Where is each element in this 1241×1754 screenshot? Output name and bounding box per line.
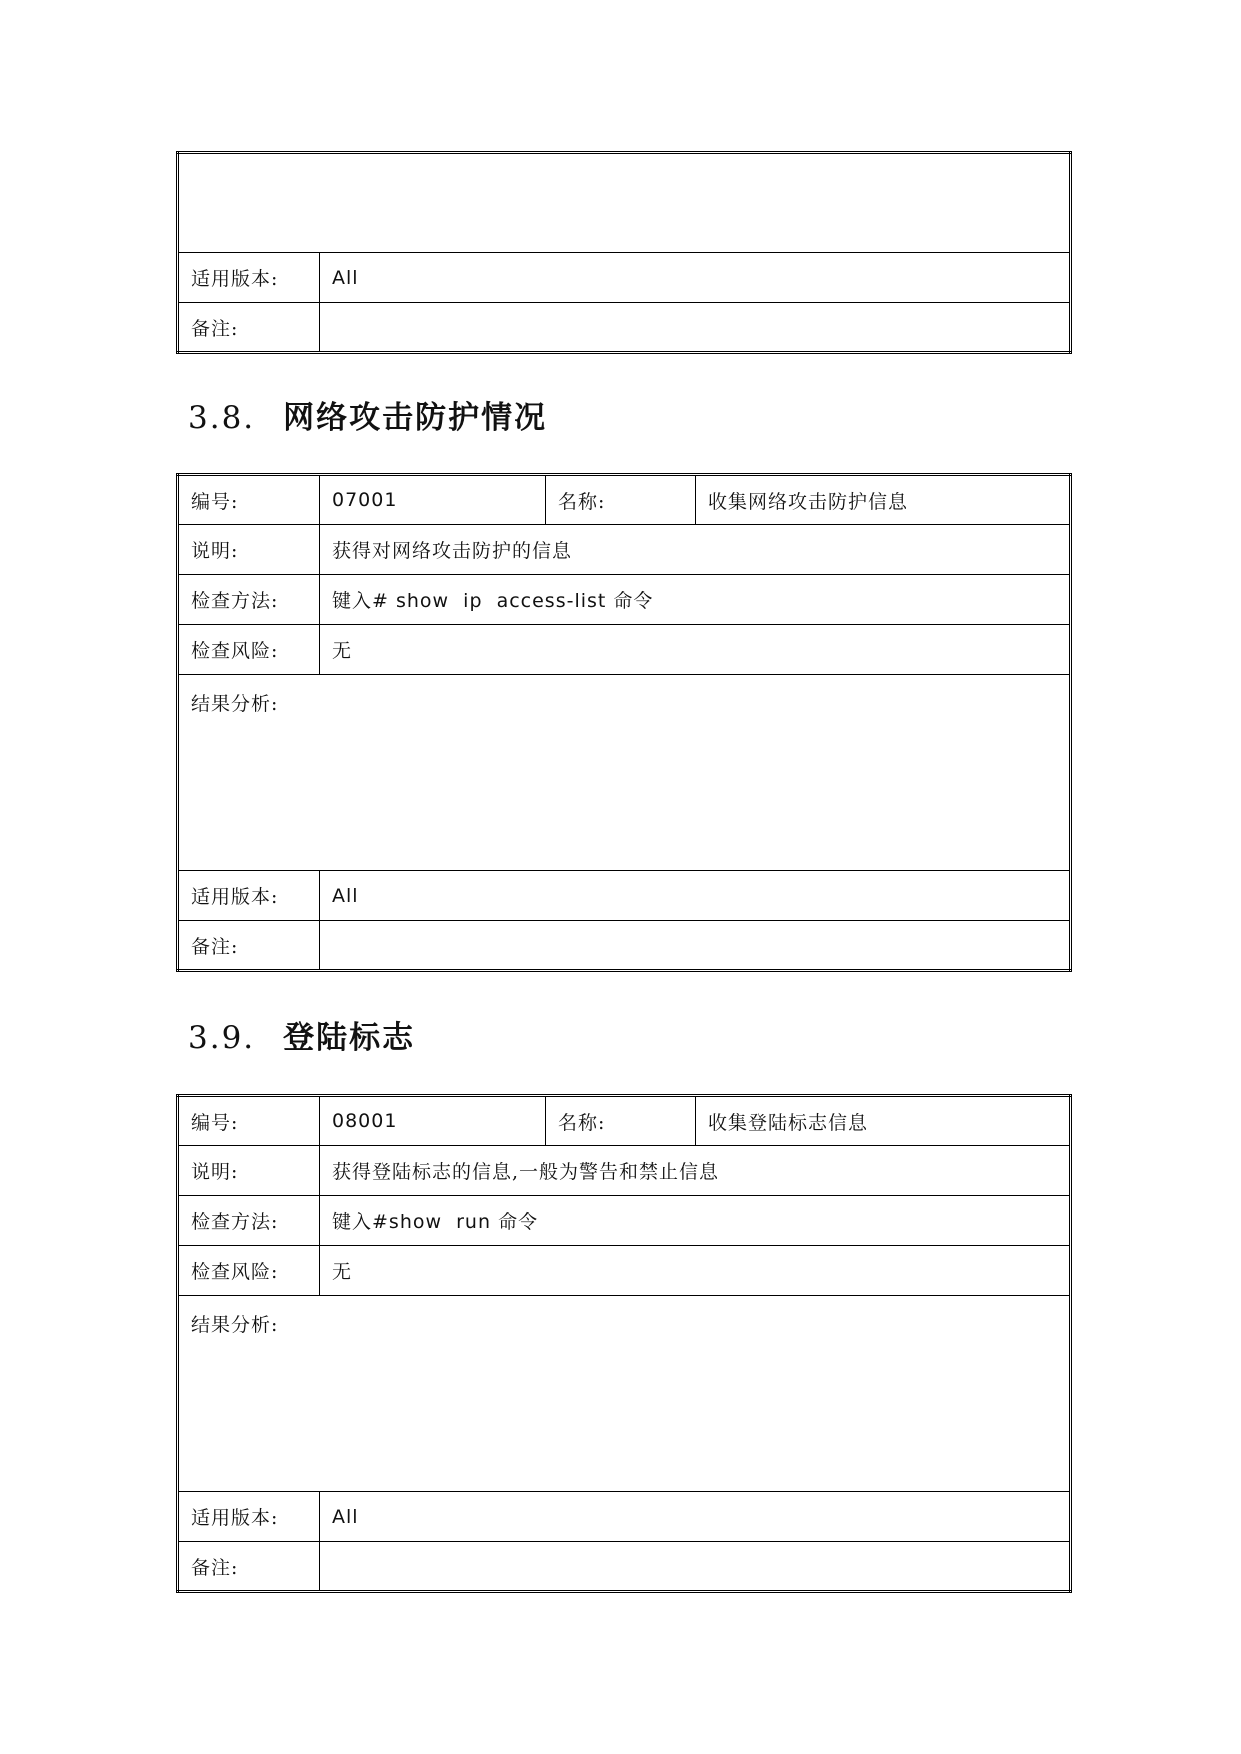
- method-label: 检查方法:: [178, 1196, 320, 1246]
- check-table-08001: [176, 1094, 1072, 1593]
- version-label: 适用版本:: [178, 253, 320, 303]
- note-value: [320, 303, 1071, 353]
- desc-value: 获得对网络攻击防护的信息: [320, 525, 1071, 575]
- id-label: 编号:: [178, 475, 320, 525]
- version-value: All: [320, 1492, 1071, 1542]
- method-value: [320, 1196, 1071, 1246]
- section-title: 登陆标志: [283, 1020, 416, 1056]
- method-command: # show ip access-list: [372, 590, 614, 612]
- desc-label: 说明:: [178, 1146, 320, 1196]
- section-heading-3-9: [188, 1012, 415, 1057]
- top-result-cell: [178, 153, 1071, 253]
- risk-value: 无: [320, 625, 1071, 675]
- desc-value: 获得登陆标志的信息,一般为警告和禁止信息: [320, 1146, 1071, 1196]
- id-value: 08001: [320, 1096, 546, 1146]
- note-value: [320, 921, 1071, 971]
- section-number: 3.8.: [188, 400, 256, 436]
- method-value: [320, 575, 1071, 625]
- name-value: 收集登陆标志信息: [696, 1096, 1071, 1146]
- desc-label: 说明:: [178, 525, 320, 575]
- version-label: 适用版本:: [178, 871, 320, 921]
- risk-label: 检查风险:: [178, 1246, 320, 1296]
- section-number: 3.9.: [188, 1020, 256, 1056]
- note-label: 备注:: [178, 1542, 320, 1592]
- method-label: 检查方法:: [178, 575, 320, 625]
- name-label: 名称:: [546, 1096, 696, 1146]
- result-analysis: 结果分析:: [178, 675, 1071, 871]
- check-table-07001: [176, 473, 1072, 972]
- method-suffix: 命令: [498, 1211, 539, 1233]
- note-label: 备注:: [178, 303, 320, 353]
- note-label: 备注:: [178, 921, 320, 971]
- method-prefix: 键入: [332, 1211, 373, 1233]
- version-label: 适用版本:: [178, 1492, 320, 1542]
- name-value: 收集网络攻击防护信息: [696, 475, 1071, 525]
- section-heading-3-8: [188, 392, 547, 437]
- section-title: 网络攻击防护情况: [283, 400, 548, 436]
- version-value: All: [320, 871, 1071, 921]
- id-label: 编号:: [178, 1096, 320, 1146]
- name-label: 名称:: [546, 475, 696, 525]
- id-value: 07001: [320, 475, 546, 525]
- method-command: #show run: [372, 1211, 499, 1233]
- risk-label: 检查风险:: [178, 625, 320, 675]
- risk-value: 无: [320, 1246, 1071, 1296]
- note-value: [320, 1542, 1071, 1592]
- result-analysis: 结果分析:: [178, 1296, 1071, 1492]
- method-suffix: 命令: [613, 590, 654, 612]
- top-table: [176, 151, 1072, 354]
- method-prefix: 键入: [332, 590, 373, 612]
- version-value: All: [320, 253, 1071, 303]
